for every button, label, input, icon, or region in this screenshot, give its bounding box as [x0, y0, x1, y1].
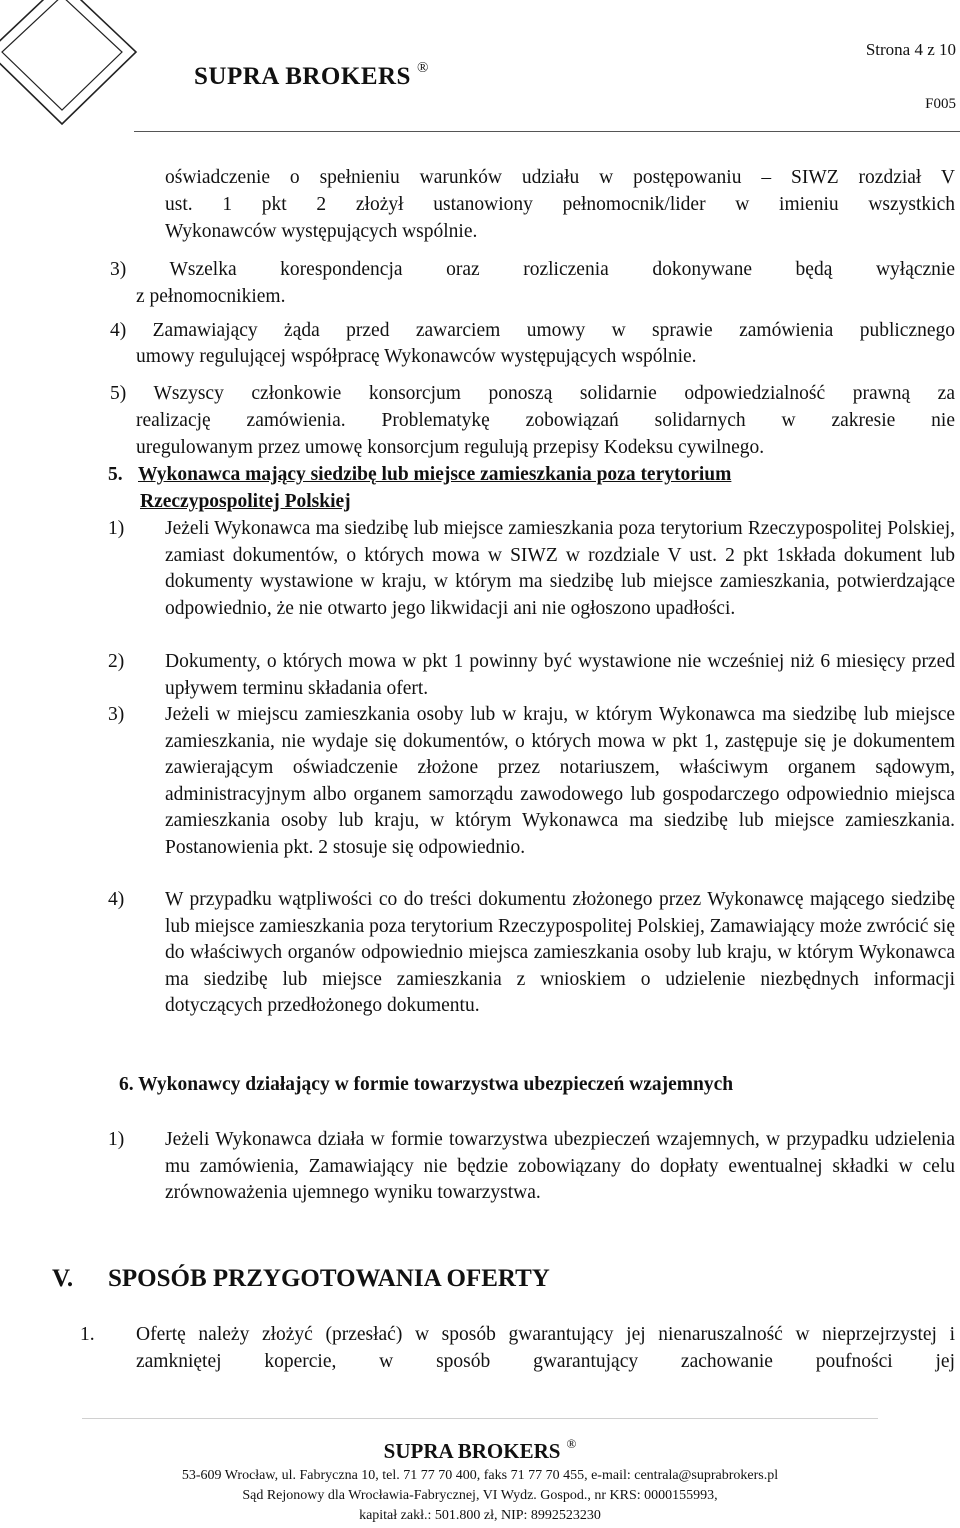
section-5-title: Rzeczypospolitej Polskiej — [140, 491, 351, 512]
list-number: 1. — [80, 1324, 95, 1345]
footer-court: Sąd Rejonowy dla Wrocławia-Fabrycznej, VI Wydz. Gospod., nr KRS: 0000155993, — [242, 1488, 718, 1503]
header-divider — [134, 131, 960, 132]
point-5-line: uregulowanym przez umowę konsorcjum regulują przepisy Kodeksu cywilnego. — [136, 437, 765, 458]
list-number: 1) — [108, 518, 125, 539]
section-5-number: 5. — [108, 464, 123, 485]
section-5-point-3: Jeżeli w miejscu zamieszkania osoby lub w kraju, w którym Wykonawca ma siedzibę lub miejsce zamieszkania, nie wydaje się dokumentów, o których mowa w pkt 1, zastępuje się je dokumentem zawierającym oświadczenie złożone przez notariuszem, właściwym organem sądowym, administracyjnym albo organem samorządu zawodowego lub gospodarczego odpowiednio miejsca zamieszkania osoby lub kraju, w którym Wykonawca ma siedzibę lub miejsce zamieszkania. Postanowienia pkt. 2 stosuje się odpowiednio. — [165, 704, 955, 858]
logo-diamond-icon — [0, 0, 160, 140]
list-number: 4) — [108, 889, 125, 910]
chapter-number: V. — [52, 1265, 74, 1292]
point-5-line: 5) Wszyscy członkowie konsorcjum ponoszą solidarnie odpowiedzialność prawną za — [110, 383, 955, 404]
chapter-title: SPOSÓB PRZYGOTOWANIA OFERTY — [108, 1265, 550, 1292]
continuation-line: oświadczenie o spełnieniu warunków udziału w postępowaniu – SIWZ rozdział V — [165, 167, 955, 188]
footer-address: 53-609 Wrocław, ul. Fabryczna 10, tel. 71 77 70 400, faks 71 77 70 455, e-mail: centrala@suprabrokers.pl — [181, 1468, 779, 1483]
continuation-line: Wykonawców występujących wspólnie. — [165, 221, 478, 242]
footer-divider — [82, 1418, 878, 1419]
list-number: 3) — [108, 704, 125, 725]
section-6-point-1: Jeżeli Wykonawca działa w formie towarzystwa ubezpieczeń wzajemnych, w przypadku udzielenia mu zamówienia, Zamawiający nie będzie zobowiązany do dopłaty ewentualnej składki w celu zrównoważenia ujemnego wyniku towarzystwa. — [165, 1129, 955, 1203]
form-code: F005 — [925, 96, 956, 112]
registered-mark: ® — [566, 1436, 577, 1451]
continuation-line: ust. 1 pkt 2 złożył ustanowiony pełnomocnik/lider w imieniu wszystkich — [165, 194, 955, 215]
page-number: Strona 4 z 10 — [865, 40, 956, 59]
chapter-point-1: Ofertę należy złożyć (przesłać) w sposób gwarantujący jej nienaruszalność w nieprzejrzystej i zamkniętej kopercie, w sposób gwarantujący zachowanie poufności jej — [136, 1324, 955, 1372]
point-3-line: z pełnomocnikiem. — [136, 286, 286, 307]
section-6-heading: 6. Wykonawcy działający w formie towarzystwa ubezpieczeń wzajemnych — [119, 1074, 734, 1095]
footer-capital: kapitał zakł.: 501.800 zł, NIP: 8992523230 — [359, 1508, 601, 1523]
section-5-point-4: W przypadku wątpliwości co do treści dokumentu złożonego przez Wykonawcę mającego siedzibę lub miejsce zamieszkania poza terytorium Rzeczypospolitej Polskiej, Zamawiający może zwrócić się do właściwych organów odpowiednio miejsca zamieszkania osoby lub kraju, w którym Wykonawca ma siedzibę lub miejsce zamieszkania z wnioskiem o udzielenie niezbędnych informacji dotyczących przedłożonego dokumentu. — [165, 889, 955, 1016]
section-5-point-1: Jeżeli Wykonawca ma siedzibę lub miejsce zamieszkania poza terytorium Rzeczypospolitej Polskiej, zamiast dokumentów, o których mowa w SIWZ w rozdziale V ust. 2 pkt 1składa dokument lub dokumenty wystawione w kraju, w którym ma siedzibę lub miejsce zamieszkania, potwierdzające odpowiednio, że nie otwarto jego likwidacji ani nie ogłoszono upadłości. — [165, 518, 955, 619]
footer-brand: SUPRA BROKERS ® — [383, 1436, 577, 1463]
header-brand: SUPRA BROKERS ® — [194, 60, 429, 90]
section-5-title: Wykonawca mający siedzibę lub miejsce zamieszkania poza terytorium — [138, 464, 732, 485]
point-3-line: 3) Wszelka korespondencja oraz rozliczenia dokonywane będą wyłącznie — [110, 259, 955, 280]
list-number: 1) — [108, 1129, 125, 1150]
point-4-line: umowy regulującej współpracę Wykonawców występujących wspólnie. — [136, 346, 697, 367]
list-number: 2) — [108, 651, 125, 672]
section-5-point-2: Dokumenty, o których mowa w pkt 1 powinny być wystawione nie wcześniej niż 6 miesięcy przed upływem terminu składania ofert. — [165, 651, 955, 699]
point-4-line: 4) Zamawiający żąda przed zawarciem umowy w sprawie zamówienia publicznego — [110, 320, 955, 341]
point-5-line: realizację zamówienia. Problematykę zobowiązań solidarnych w zakresie nie — [136, 410, 955, 431]
registered-mark: ® — [416, 60, 429, 76]
